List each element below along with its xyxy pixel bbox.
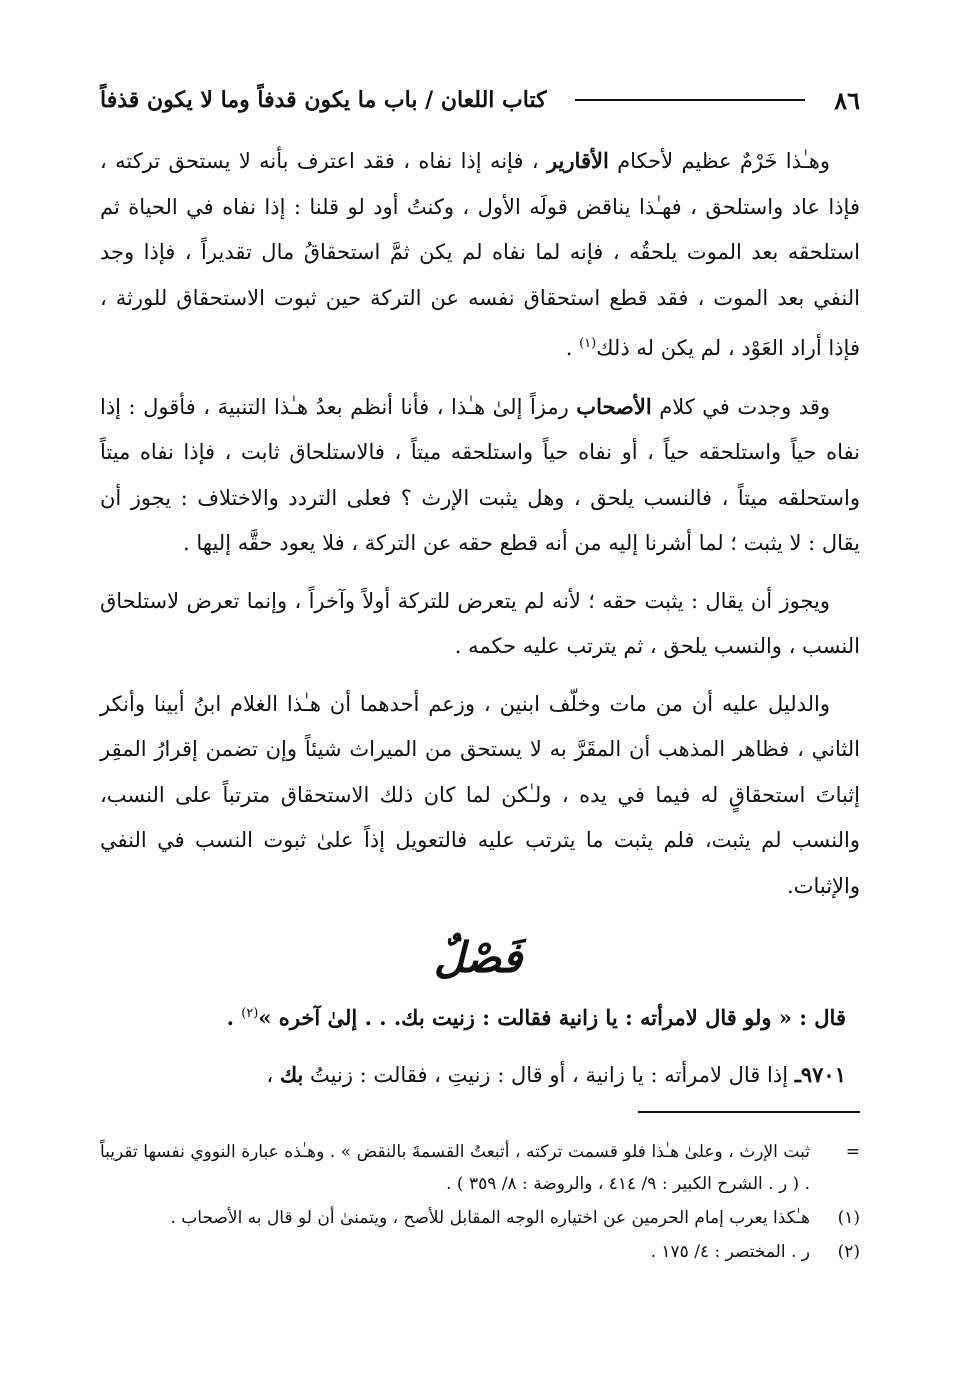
- paragraph-tail: .: [565, 336, 580, 360]
- paragraph-text: رمزاً إلىٰ هـٰذا ، فأنا أنظم بعدُ هـٰذا التنبيهَ ، فأقول : إذا نفاه حياً واستلحقه حياً ، أو نفاه حياً واستلحقه ميتاً ، فالاستلحاق ثابت ، فإذا نفاه ميتاً واستحلقه ميتاً ، فالنسب يلحق ، وهل يثبت الإرث ؟ فعلى التردد والاختلاف : يجوز أن يقال : لا يثبت ؛ لما أشرنا إليه من أنه قطع حقه عن التركة ، فلا يعود حقَّه إليها .: [100, 394, 860, 555]
- footnotes: [100, 1136, 860, 1270]
- issue-text: إذا قال لامرأته : يا زانية ، أو قال : زنيتِ ، فقالت : زنيتُ: [303, 1063, 795, 1087]
- footnote-marker: (٢): [837, 1242, 860, 1262]
- quoted-statement-tail: .: [226, 1005, 242, 1030]
- footnote-text: هـٰكذا يعرب إمام الحرمين عن اختياره الوجه المقابل للأصح ، ويتمنىٰ أن لو قال به الأصحاب .: [170, 1208, 810, 1228]
- footnote: [100, 1136, 860, 1200]
- paragraph-text: وقد وجدت في كلام: [651, 394, 830, 419]
- running-title: كتاب اللعان / باب ما يكون قدفاً وما لا يكون قذفاً: [100, 87, 547, 113]
- footnote-marker: =: [845, 1142, 860, 1162]
- page-header: [100, 80, 860, 120]
- paragraph: [100, 682, 860, 910]
- paragraph: [100, 384, 860, 567]
- paragraph-text: ويجوز أن يقال : يثبت حقه ؛ لأنه لم يتعرض للتركة أولاً وآخراً ، وإنما تعرض لاستلحاق النسب ، والنسب يلحق ، ثم يترتب عليه حكمه .: [100, 588, 860, 658]
- paragraph-text: وهـٰذا خَرْمٌ عظيم لأحكام: [608, 149, 830, 173]
- bold-term: الأصحاب: [576, 393, 652, 419]
- footnote-marker: (١): [837, 1208, 860, 1228]
- bold-term: الأقارير: [546, 148, 609, 173]
- footnote-text: ثبت الإرث ، وعلىٰ هـٰذا فلو قسمت تركته ، أتبعتُ القسمةَ بالنقض » . وهـٰذه عبارة النووي نفسها تقريباً . ( ر . الشرح الكبير : ٩/ ٤١٤ ، والروضة : ٨/ ٣٥٩ ) .: [100, 1142, 810, 1194]
- footnote: [100, 1236, 860, 1268]
- footnote-text: ر . المختصر : ٤/ ١٧٥ .: [650, 1242, 810, 1262]
- header-rule: [575, 99, 805, 101]
- paragraph: [100, 579, 860, 670]
- issue-number: ٩٧٠١ـ: [794, 1062, 846, 1087]
- issue-end: ،: [266, 1063, 280, 1087]
- main-text: [100, 138, 860, 921]
- paragraph-text: ، فإنه إذا نفاه ، فقد اعترف بأنه لا يستحق تركته ، فإذا عاد واستلحق ، فهـٰذا يناقض قولَه الأول ، وكنتُ أود لو قلنا : إذا نفاه في الحياة ثم استلحقه بعد الموت يلحقُه ، فإنه لما نفاه لم يكن ثمَّ استحقاقُ مال تقديراً ، فإذا وجد النفي بعد الموت ، فقد قطع استحقاق نفسه عن التركة حين ثبوت الاستحقاق للورثة ، فإذا أراد العَوْد ، لم يكن له ذلك: [100, 149, 860, 360]
- footnote-ref: (٢): [241, 1006, 259, 1021]
- footnote-separator: [638, 1111, 860, 1113]
- paragraph: [100, 138, 860, 372]
- issue-bold-word: بك: [279, 1062, 304, 1087]
- footnote-ref: (١): [579, 336, 597, 351]
- quoted-statement-text: قال : « ولو قال لامرأته : يا زانية فقالت : زنيت بك. . . إلىٰ آخره »: [258, 1005, 846, 1030]
- quoted-statement: [100, 994, 846, 1038]
- issue-paragraph: [100, 1053, 846, 1097]
- page-number: ٨٦: [834, 85, 860, 115]
- footnote: [100, 1202, 860, 1234]
- section-heading: فَصْلٌ: [433, 933, 523, 982]
- paragraph-text: والدليل عليه أن من مات وخلّف ابنين ، وزعم أحدهما أن هـٰذا الغلام ابنُ أبينا وأنكر الثاني ، فظاهر المذهب أن المقَرَّ به لا يستحق من الميراث شيئاً وإن تضمن إقرارُ المقِر إثباتَ استحقاقٍ له فيما في يده ، ولـٰكن لما كان ذلك الاستحقاق مترتباً على النسب، والنسب لم يثبت، فلم يثبت ما يترتب عليه فالتعويل إذاً علىٰ ثبوت النسب في النفي والإثبات.: [100, 691, 860, 898]
